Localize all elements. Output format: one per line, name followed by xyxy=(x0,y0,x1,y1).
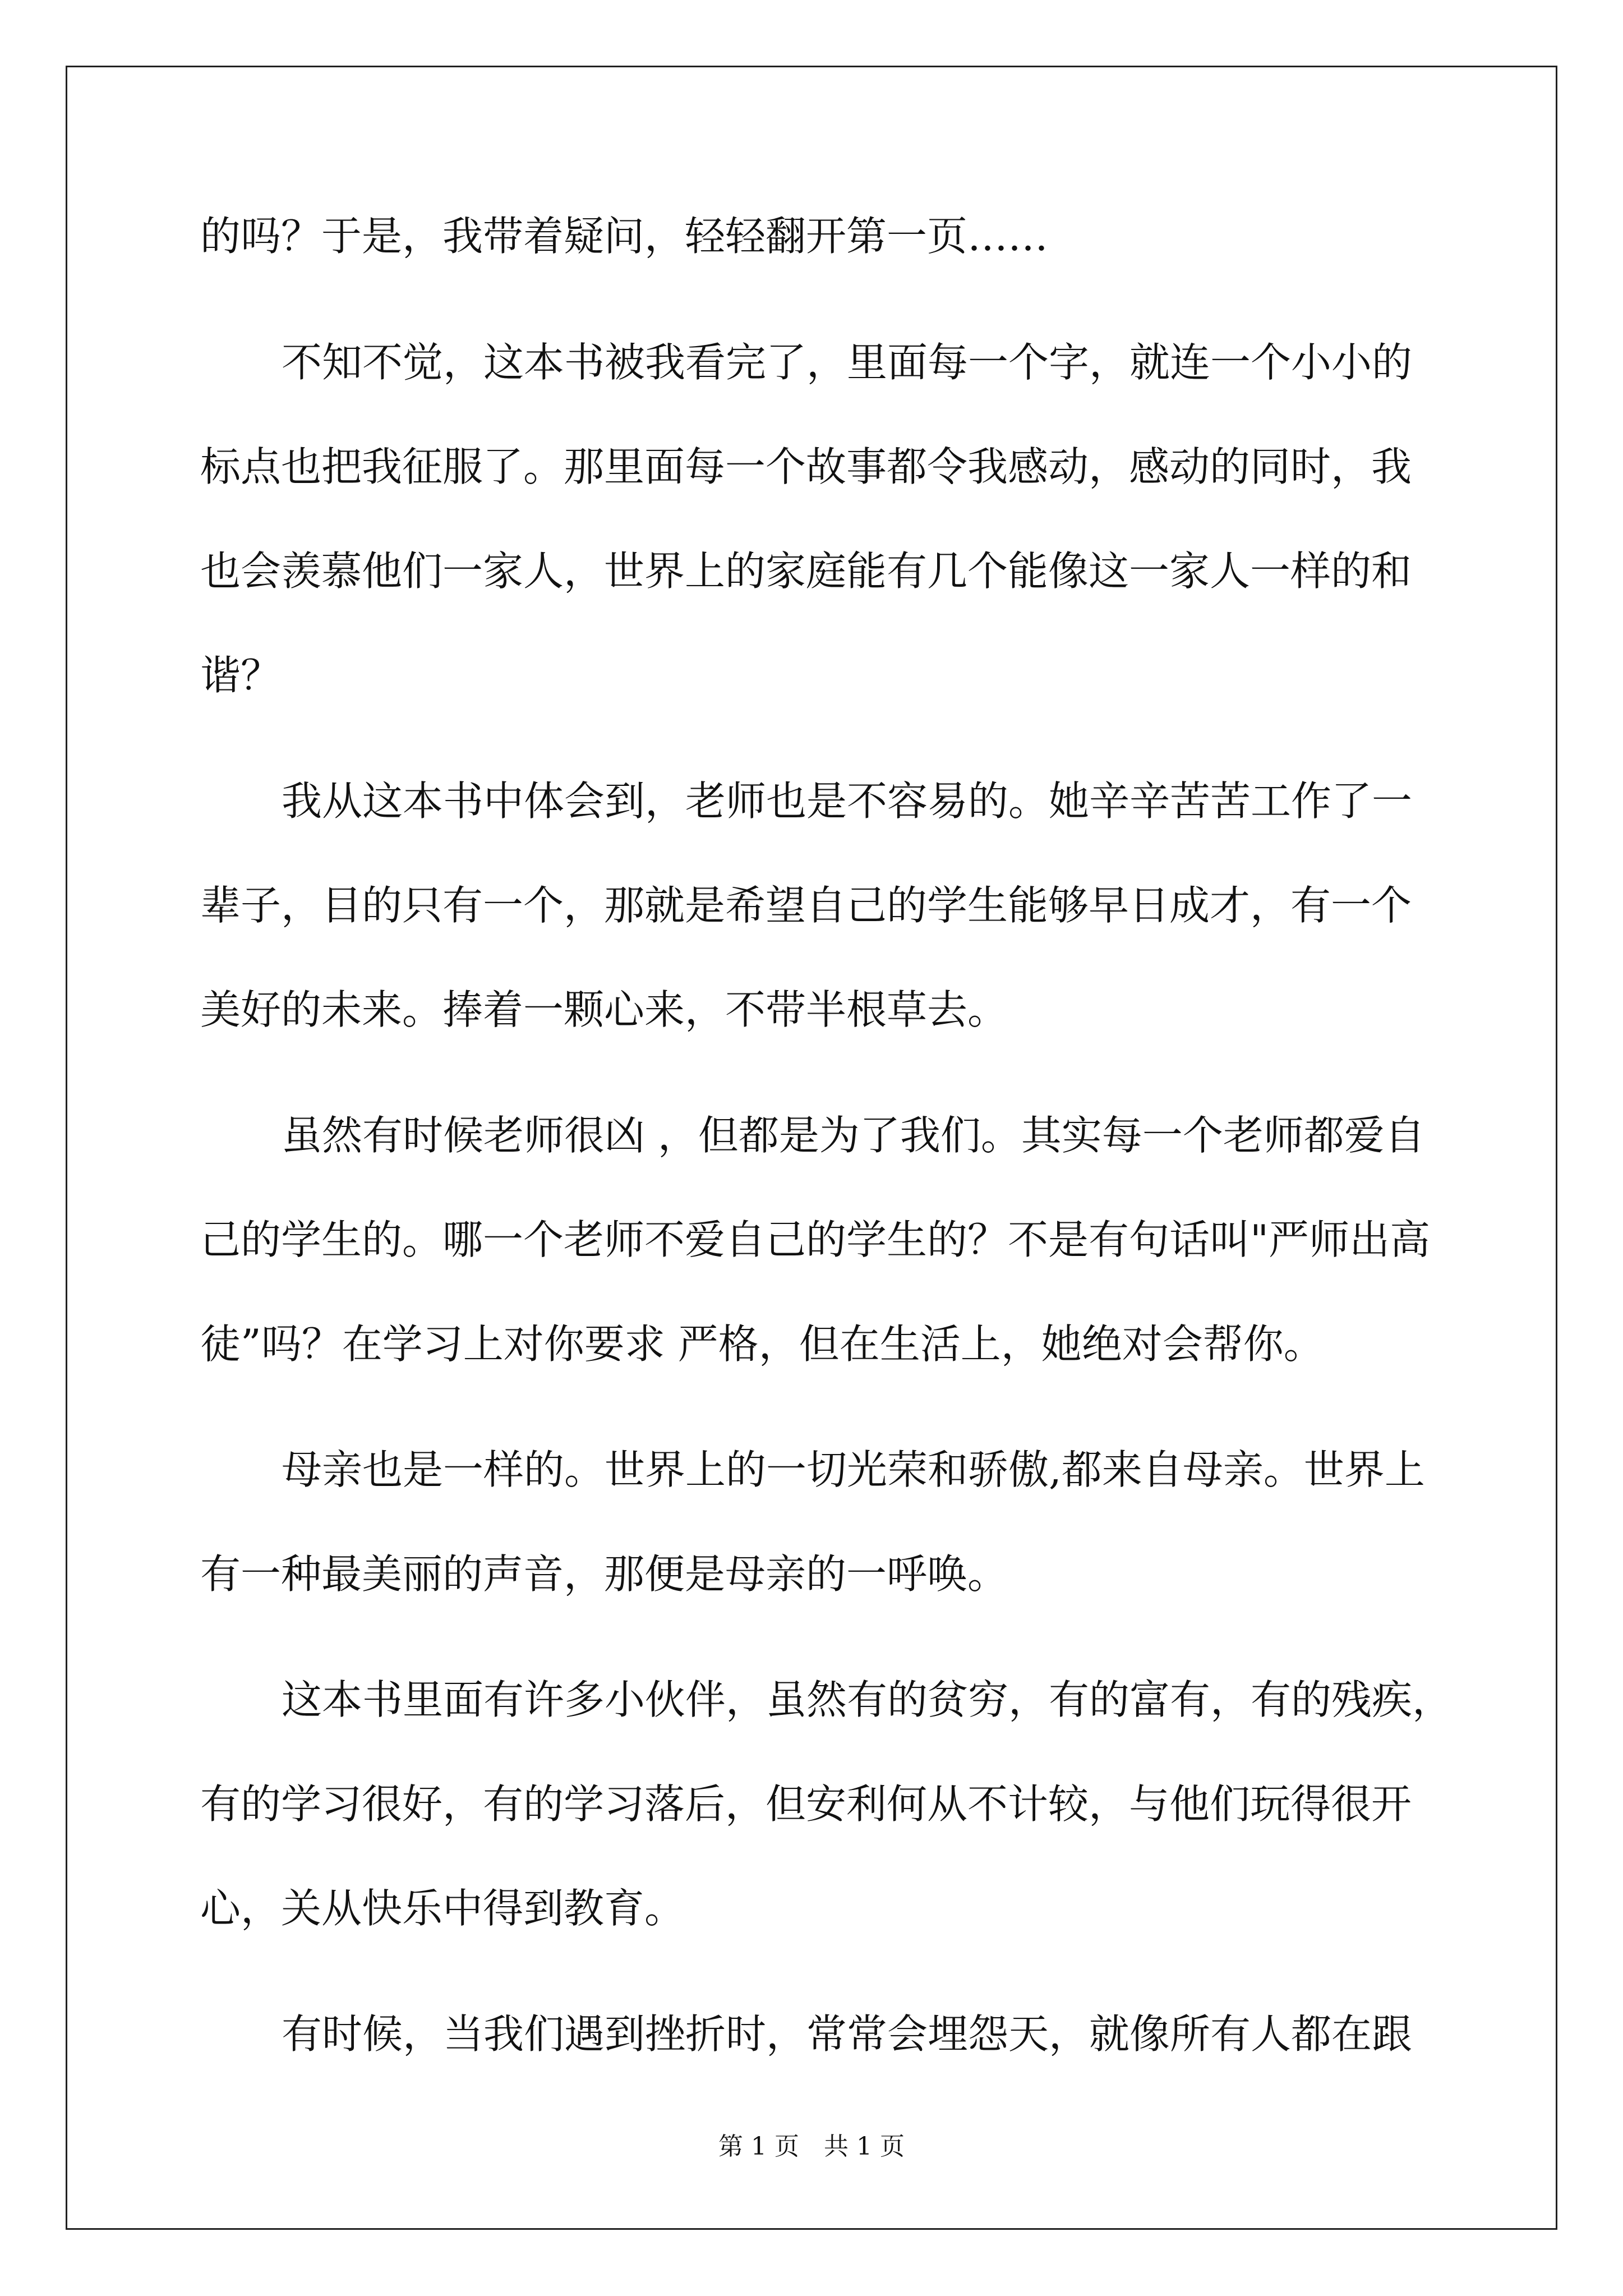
text-line: 己的学生的。哪一个老师不爱自己的学生的？不是有句话叫"严师出高 xyxy=(200,1216,1431,1263)
text-line: 谐？ xyxy=(200,652,282,699)
paragraph-first-line: 母亲也是一样的。世界上的一切光荣和骄傲,都来自母亲。世界上 xyxy=(282,1446,1425,1493)
paragraph-first-line: 有时候，当我们遇到挫折时，常常会埋怨天，就像所有人都在跟 xyxy=(282,2010,1413,2058)
text-line: 美好的未来。捧着一颗心来，不带半根草去。 xyxy=(200,986,1008,1033)
text-line: 徒”吗？在学习上对你要求 严格，但在生活上，她绝对会帮你。 xyxy=(200,1320,1324,1368)
text-line: 辈子，目的只有一个，那就是希望自己的学生能够早日成才，有一个 xyxy=(200,882,1412,929)
text-line: 标点也把我征服了。那里面每一个故事都令我感动，感动的同时，我 xyxy=(200,443,1412,490)
text-line: 有一种最美丽的声音，那便是母亲的一呼唤。 xyxy=(200,1550,1008,1598)
text-line: 有的学习很好，有的学习落后，但安利何从不计较，与他们玩得很开 xyxy=(200,1780,1412,1828)
paragraph-first-line: 虽然有时候老师很凶 ，但都是为了我们。其实每一个老师都爱自 xyxy=(282,1112,1425,1159)
text-line: 也会羡慕他们一家人，世界上的家庭能有几个能像这一家人一样的和 xyxy=(200,547,1412,595)
paragraph-first-line: 我从这本书中体会到，老师也是不容易的。她辛辛苦苦工作了一 xyxy=(282,777,1413,825)
paragraph-first-line: 这本书里面有许多小伙伴，虽然有的贫穷，有的富有，有的残疾， xyxy=(282,1676,1453,1723)
paragraph-first-line: 不知不觉，这本书被我看完了，里面每一个字，就连一个小小的 xyxy=(282,339,1413,386)
text-line: 的吗？于是，我带着疑问，轻轻翻开第一页…… xyxy=(200,213,1049,260)
text-line: 心，关从快乐中得到教育。 xyxy=(200,1885,685,1932)
page-number-footer: 第 1 页 共 1 页 xyxy=(718,2132,905,2161)
